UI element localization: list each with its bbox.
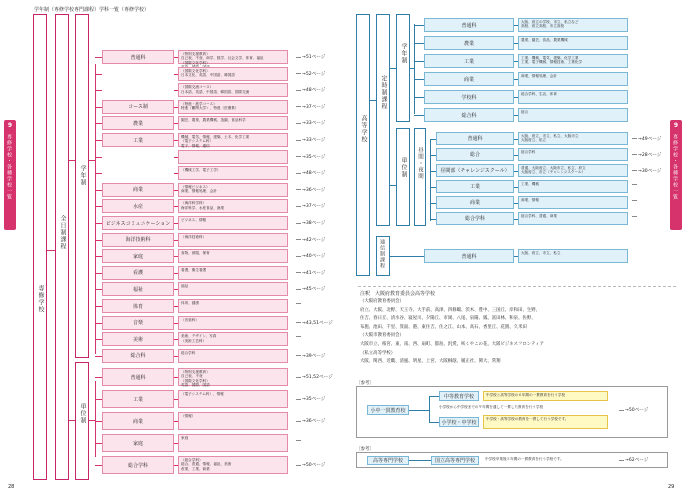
left-side-tab-number: 9 [7,122,13,129]
category-0: 普通科 [102,50,174,64]
detail-6 [178,150,288,164]
day-box [376,14,390,226]
detail-0 [518,132,628,145]
pref-11 [296,237,325,243]
pref-text: →35ページ [302,397,326,402]
category-2: 工業 [424,54,514,68]
detail-line: 総合学科 [181,350,196,355]
note-block [358,286,676,370]
pref-7 [296,170,325,176]
pref-text: →33ページ [302,138,326,143]
pref-13 [296,270,325,276]
pref-8 [296,187,325,193]
category-4: 学校科 [424,90,514,104]
box2-desc: 中学校卒業後５年間の一貫教育を行う学校です。 [485,457,564,461]
detail-12 [178,249,288,263]
detail-2 [178,412,288,430]
box1-desc1: 小学校から中学校までの９年間を通して一貫した教育を行う学校 [439,405,544,409]
note-line: 布施、池田、千里、箕面、港、東住吉、住之江、山本、高石、香里丘、花園、久米田 [360,324,527,330]
note-line: （私立高等学校） [360,350,396,356]
detail-line: 看護、衛生看護 [181,267,207,272]
detail-4 [178,116,288,130]
detail-line: （特進・進学コース） [181,101,217,106]
category-12: 家庭 [102,249,174,263]
pref-text: →45ページ [302,287,326,293]
pref-text: →38ページ [302,221,326,226]
pref-4 [296,462,325,468]
pref-text: →49ページ [638,136,662,142]
left-page [0,0,346,497]
detail-line: 商業、情報 [521,198,539,202]
detail-1 [518,148,628,161]
detail-11 [178,233,288,247]
detail-10 [178,216,288,230]
pref-text: →37ページ [302,204,326,210]
detail-3 [518,72,628,86]
box2-title: 〔参考〕 [356,447,374,452]
course-box [55,14,69,480]
pref-2 [296,87,325,93]
detail-line: （特別支援教育） [181,370,210,374]
pref-5 [296,137,325,143]
detail-line: 大阪、府立、市立、私立、大阪市立 [521,134,579,138]
detail-line: 工業、機械 [521,182,539,186]
pref-12 [296,253,325,259]
right-side-tab-number: 9 [673,122,679,129]
credit-box [75,362,89,480]
detail-14 [178,282,288,296]
detail-line: 総合学科、生活、体育 [521,92,557,96]
detail-1 [178,390,288,408]
detail-2 [518,164,628,177]
category-4: 農業 [102,116,174,130]
detail-line: 商業、情報処理、会計 [521,74,557,78]
left-page-number: 28 [8,484,15,490]
detail-5 [178,133,288,147]
detail-line: （海洋技術科） [181,234,207,239]
detail-5 [518,108,628,122]
category-4: 総合学科 [102,456,174,474]
box1-desc3: 中学校・高等学校の教育を一貫して行う学校です。 [483,415,608,429]
detail-0 [178,368,288,386]
note-line: 大阪市立、桜宮、東、南、西、扇町、都島、汎愛、咲くやこの花、大阪ビジネスフロンティア [360,342,544,347]
detail-7 [178,166,288,180]
detail-line: 産業、工業、商業 [181,466,210,471]
tsushin-label: 通信制課程 [379,239,385,269]
pref-6 [296,154,325,160]
category-0: 普通科 [424,249,514,263]
category-0: 普通科 [436,132,514,145]
detail-1 [178,67,288,81]
detail-0 [178,50,288,64]
root-box [33,14,47,480]
pref-text: →36ページ [302,419,326,424]
box2-left: 高等専門学校 [367,456,409,465]
detail-1 [518,36,628,50]
pref-17 [296,336,302,337]
category-2: 昼間部（チャレンジスクール） [436,164,514,177]
time-label: 昼間・夜間 [417,147,423,180]
detail-18 [178,349,288,363]
detail-line: 福祉 [181,284,189,289]
category-15: 体育 [102,299,174,313]
detail-line: （情報） [181,414,196,418]
detail-line: 大阪、府立、市立、私立 [521,251,561,255]
right-page-number: 29 [668,484,675,490]
detail-line: 園芸、農業、農業機械、造園、食品科学 [181,118,246,123]
category-16: 音楽 [102,316,174,330]
pref-1 [296,396,325,402]
course-label: 全日制課程 [59,215,66,250]
detail-line: 機械、電気、情報、建築、土木、化学工業 [181,135,250,139]
detail-4 [518,90,628,104]
detail-line: 日本語、英語、中国語、韓国語、国際交流 [181,89,250,94]
category-4: 商業 [436,196,514,209]
pref-0 [632,136,661,142]
box2-pref: →62ページ [619,457,648,463]
note-line: 府立、大阪、北野、天王寺、大手前、高津、四條畷、茨木、豊中、三国丘、岸和田、生野、 [360,307,541,313]
pref-3 [296,440,302,441]
pref-text: →52ページ [302,71,326,77]
pref-text: →43,51ページ [302,320,333,326]
detail-line: （国際文化学科） [181,68,210,73]
detail-8 [178,183,288,197]
grade-box [75,14,89,358]
pref-text: →48ページ [302,171,326,177]
detail-line: 特進（難関大学）、特進（医療系） [181,106,239,111]
pref-text: →41ページ [302,270,326,276]
category-3: 商業 [424,72,514,86]
pref-0 [296,54,325,60]
pref-2 [296,418,325,424]
category-5: 工業 [102,133,174,147]
detail-line: 自己表、不登、商学、数学、社会文学、体育、福祉 [181,56,264,61]
detail-line: （音楽科） [181,317,199,322]
detail-line: （電子システム科）、情報 [181,392,224,396]
detail-2 [178,83,288,97]
detail-line: （電子システム科） [181,139,213,144]
category-2: 商業 [102,412,174,430]
pref-text: →28ページ [638,152,662,158]
left-side-tab [4,120,16,230]
pref-10 [296,220,325,226]
category-1: 総合 [436,148,514,161]
note-line: （大阪市教育委員会） [360,333,404,339]
box2-mid: 国立高等専門学校 [431,456,479,465]
detail-line: 総合、普通、情報、福祉、美術 [181,462,232,467]
detail-line: 海洋科学、水産食品、漁業 [181,205,225,210]
pref-3 [632,184,638,185]
category-14: 福祉 [102,282,174,296]
detail-line: 総合 [521,110,529,114]
right-root-box [356,14,370,276]
box1-mid2: 中等教育学校 [439,391,479,401]
pref-4 [296,120,325,126]
note-title: 注釈 大阪府教育委員会高等学校 [360,291,436,297]
detail-0 [518,249,628,263]
pref-5 [632,216,638,217]
left-side-tab-text: 専修学校・各種学校一覧 [6,134,12,200]
grade-label: 学年制 [79,165,86,186]
detail-line: （国際交流コース） [181,85,214,90]
right-side-tab-text: 専修学校・各種学校一覧 [672,134,678,200]
detail-line: （国際文化学科） [181,60,210,65]
detail-line: （海洋科学科） [181,201,207,206]
category-9: 水産 [102,199,174,213]
detail-line: （特別支援教育） [181,52,210,56]
pref-text: →37ページ [302,104,326,110]
box2 [356,452,668,468]
time-box [414,128,426,226]
pref-0 [296,374,333,380]
detail-9 [178,199,288,213]
detail-line: 電子、情報、通信 [181,143,210,148]
right-grade-label: 学年制 [400,43,407,64]
detail-line: （美術工芸科） [181,338,207,343]
detail-line: 大阪府立、私立 [521,138,547,143]
pref-text: →48ページ [302,88,326,94]
right-credit-box [396,128,410,226]
pref-text: →42ページ [302,237,326,243]
credit-label: 単位制 [79,403,86,424]
detail-line: 商業、情報処理、会計 [181,189,217,194]
right-side-tab [670,120,682,230]
pref-1 [296,71,325,77]
detail-13 [178,266,288,280]
detail-line: 体育、健康 [181,301,199,305]
box1-title: 〔参考〕 [356,381,374,386]
pref-15 [296,303,302,304]
category-0: 普通科 [424,18,514,32]
detail-line: （総合学科） [181,458,203,462]
category-0: 普通科 [102,368,174,386]
detail-line: 普通、大阪府立、大阪市立、私立、府立 [521,166,586,170]
pref-text: →35ページ [302,154,326,160]
pref-text: →39ページ [302,353,326,359]
detail-line: 美術、デザイン、写真 [181,334,217,339]
detail-2 [518,54,628,68]
note-line: （大阪府教育委員会） [360,299,404,304]
category-3: コース制 [102,100,174,114]
detail-line: 農業、園芸、食品、農業機械 [521,38,568,42]
category-11: 海洋技術科 [102,233,174,247]
detail-4 [178,456,288,474]
category-13: 看護 [102,266,174,280]
category-5: 総合科 [424,108,514,122]
note-line: 大阪、関西、近畿、清風、明星、上宮、大阪桐蔭、履正社、関大、常翔 [360,359,501,365]
right-root-label: 高等学校 [360,115,367,143]
detail-4 [518,196,628,209]
box1-desc2: 中学校と高等学校の６年間の一貫教育を行う学校 [483,391,608,401]
pref-3 [296,104,325,110]
detail-line: （機械工学、電子工学） [181,168,221,173]
detail-3 [178,100,288,114]
pref-14 [296,286,325,292]
category-18: 総合科 [102,349,174,363]
detail-line: 食物、被服、保育 [181,251,210,256]
box1-mid: 小学校・中学校 [439,417,479,427]
pref-text: →40ページ [302,254,326,260]
detail-line: 工業、電子機械、情報技術、工業化学 [521,60,583,65]
detail-line: ビジネス、情報 [181,218,207,222]
note-line: 住吉、春日丘、清水谷、寝屋川、夕陽丘、市岡、八尾、泉陽、鳳、富田林、和泉、佐野、 [360,316,536,322]
detail-line: 家庭 [181,436,189,440]
left-header: 学年制（専修学校専門課程）学科一覧（専修学校） [34,7,150,13]
detail-16 [178,316,288,330]
right-page [350,0,700,497]
detail-line: 英語、国際、国語 [181,383,210,388]
detail-5 [518,212,628,225]
pref-text: →50ページ [302,463,326,468]
detail-line: 総合学科 [521,150,536,154]
pref-2 [632,168,661,174]
pref-text: →33ページ [302,121,326,127]
detail-3 [178,434,288,452]
category-1: 工業 [102,390,174,408]
pref-text: →30ページ [638,168,662,174]
detail-line: 自己表、不登 [181,374,203,379]
detail-17 [178,332,288,346]
category-5: 総合学科 [436,212,514,225]
pref-18 [296,353,325,359]
box1 [356,386,668,438]
category-8: 商業 [102,183,174,197]
root-label: 専修学校 [37,285,44,313]
detail-line: 工業、機械、電気、建築、化学工業 [521,56,579,60]
tsushin-box [376,236,390,276]
category-17: 美術 [102,332,174,346]
detail-3 [518,180,628,193]
category-1: 農業 [424,36,514,50]
pref-1 [632,152,661,158]
category-3: 工業 [436,180,514,193]
right-credit-label: 単位制 [400,157,407,178]
detail-line: 大阪、府立の学校、市立、私立など [521,20,579,24]
pref-text: →51ページ [302,55,326,60]
pref-text: →51,52ページ [302,375,333,380]
pref-4 [632,200,638,201]
day-label: 定時制課程 [380,75,387,110]
detail-15 [178,299,288,313]
detail-line: （情報ビジネス） [181,184,210,189]
detail-line: （国際文化学科） [181,378,210,383]
detail-line: 大阪府立、市立（チャレンジスクール） [521,170,586,175]
category-10: ビジネスコミュニケーション [102,216,174,230]
box1-pref: →50ページ [619,407,648,413]
detail-0 [518,18,628,32]
detail-line: 日本文化、英語、中国語、韓国語 [181,73,235,77]
pref-9 [296,203,325,209]
detail-line: 高校、府立高校、市立高校 [521,24,565,29]
box1-left: 小中一貫教育校 [367,405,409,415]
pref-16 [296,320,333,326]
category-3: 家庭 [102,434,174,452]
detail-line: 総合学科、普通、商業 [521,214,557,218]
pref-text: →36ページ [302,187,326,193]
right-grade-box [396,14,410,122]
